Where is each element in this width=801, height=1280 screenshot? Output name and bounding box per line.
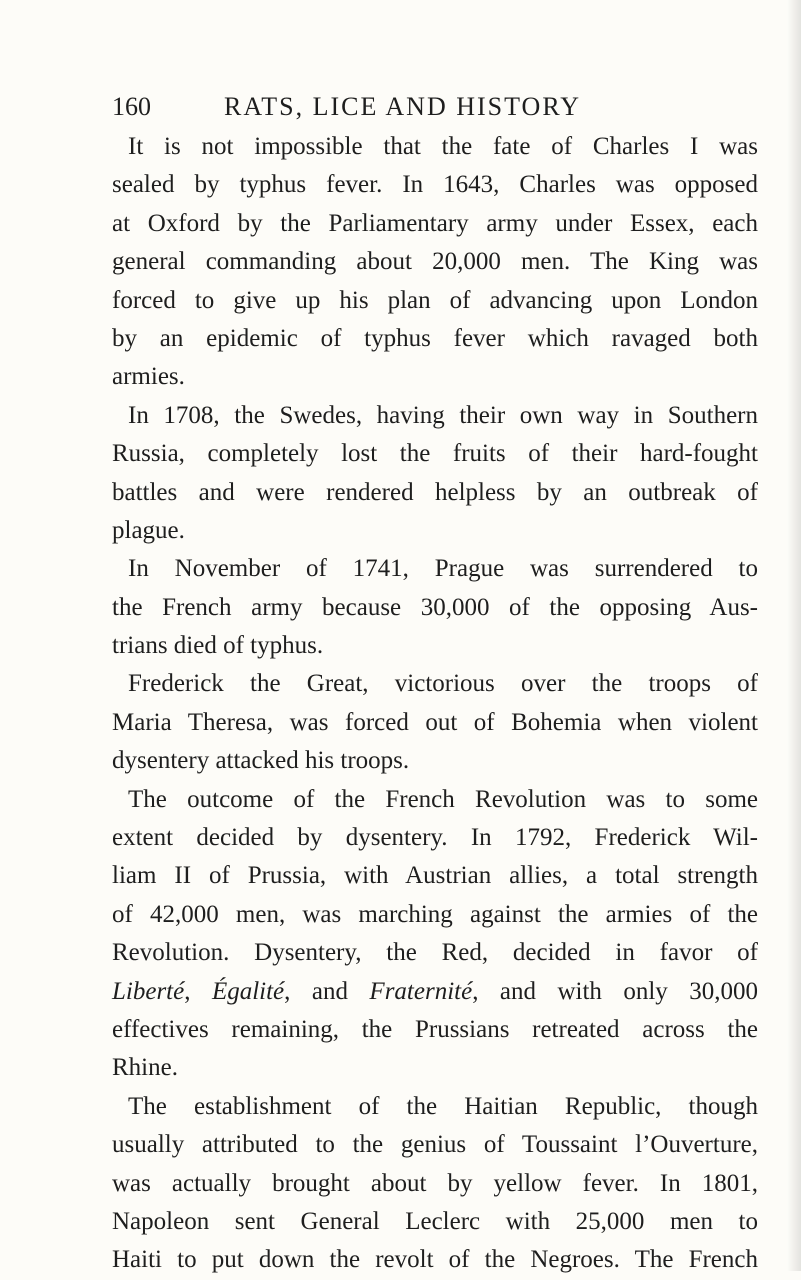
italic-phrase: Fraternité	[369, 977, 473, 1005]
line-text: Rhine.	[112, 1054, 178, 1082]
text-line	[112, 282, 758, 320]
text-line	[112, 704, 758, 742]
line-text: trians died of typhus.	[112, 632, 324, 660]
line-text: In November of 1741, Prague was surrendered to	[128, 555, 758, 583]
text-line	[112, 973, 758, 1011]
line-text: effectives remaining, the Prussians retreated across the	[112, 1015, 758, 1043]
text-line	[112, 1049, 758, 1087]
line-text: Revolution. Dysentery, the Red, decided in favor of	[112, 939, 758, 967]
page-edge-shadow	[787, 0, 801, 1271]
line-text: sealed by typhus fever. In 1643, Charles was opposed	[112, 171, 758, 199]
line-text: liam II of Prussia, with Austrian allies, a total strength	[112, 862, 758, 890]
line-text: battles and were rendered helpless by an outbreak of	[112, 478, 758, 506]
text-line	[112, 665, 758, 703]
line-text: Haiti to put down the revolt of the Negroes. The French	[112, 1246, 758, 1274]
text-line	[112, 896, 758, 934]
text-line	[112, 205, 758, 243]
text-line	[112, 1241, 758, 1279]
text-line	[112, 474, 758, 512]
line-text: Maria Theresa, was forced out of Bohemia when violent	[112, 708, 758, 736]
text-line	[112, 397, 758, 435]
line-text: was actually brought about by yellow fever. In 1801,	[112, 1169, 758, 1197]
line-text: , and with only 30,000	[472, 977, 758, 1005]
line-text: It is not impossible that the fate of Charles I was	[128, 133, 758, 160]
line-text: In 1708, the Swedes, having their own way in Southern	[128, 401, 758, 429]
text-line	[112, 1088, 758, 1126]
text-line	[112, 550, 758, 588]
line-text: ,	[184, 977, 212, 1005]
line-text: the French army because 30,000 of the opposing Aus-	[112, 593, 758, 621]
text-line	[112, 934, 758, 972]
line-text: usually attributed to the genius of Toussaint l’Ouverture,	[112, 1131, 758, 1159]
italic-phrase: Liberté	[112, 977, 185, 1005]
line-text: The establishment of the Haitian Republic, though	[128, 1092, 758, 1120]
line-text: forced to give up his plan of advancing upon London	[112, 286, 758, 314]
text-line	[112, 781, 758, 819]
text-line	[112, 742, 758, 780]
line-text: extent decided by dysentery. In 1792, Frederick Wil-	[112, 824, 758, 852]
body-text	[112, 128, 758, 1280]
text-line	[112, 1011, 758, 1049]
text-line	[112, 320, 758, 358]
page-number: 160	[112, 92, 151, 121]
line-text: of 42,000 men, was marching against the armies of the	[112, 900, 758, 928]
line-text: The outcome of the French Revolution was to some	[128, 785, 758, 813]
text-line	[112, 166, 758, 204]
line-text: Napoleon sent General Leclerc with 25,000 men to	[112, 1207, 758, 1235]
running-title: RATS, LICE AND HISTORY	[224, 92, 582, 121]
text-line	[112, 1203, 758, 1241]
line-text: general commanding about 20,000 men. The King was	[112, 248, 758, 276]
text-line	[112, 589, 758, 627]
text-line	[112, 1165, 758, 1203]
text-line	[112, 857, 758, 895]
italic-phrase: Égalité	[211, 977, 285, 1005]
text-line	[112, 1126, 758, 1164]
line-text: Frederick the Great, victorious over the troops of	[128, 670, 758, 698]
text-line	[112, 358, 758, 396]
line-text: dysentery attacked his troops.	[112, 747, 410, 775]
line-text: plague.	[112, 516, 185, 544]
line-text: armies.	[112, 363, 185, 391]
text-line	[112, 819, 758, 857]
text-line	[112, 243, 758, 281]
line-text: by an epidemic of typhus fever which ravaged both	[112, 324, 758, 352]
text-line	[112, 435, 758, 473]
text-line	[112, 627, 758, 665]
running-head	[112, 92, 752, 126]
text-line	[112, 512, 758, 550]
line-text: Russia, completely lost the fruits of their hard-fought	[112, 440, 758, 468]
line-text: at Oxford by the Parliamentary army under Essex, each	[112, 209, 758, 237]
text-line	[112, 128, 758, 166]
line-text: , and	[284, 977, 370, 1005]
